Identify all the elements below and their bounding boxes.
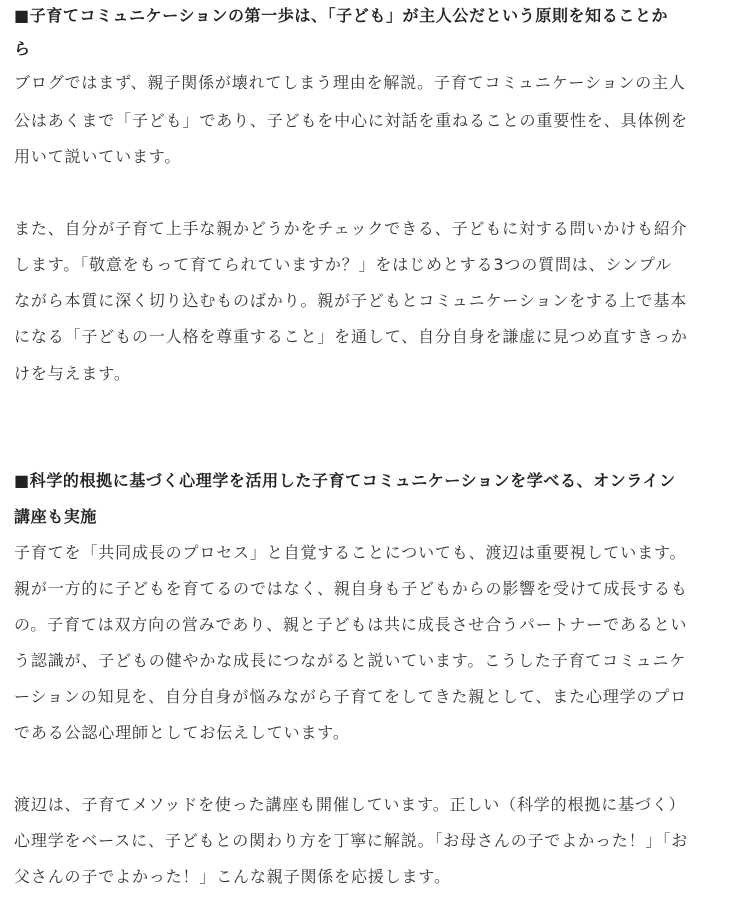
section-heading-line: ら	[14, 39, 31, 58]
paragraph-line: 渡辺は、子育てメソッドを使った講座も開催しています。正しい（科学的根拠に基づく）	[14, 795, 686, 814]
paragraph-line: になる「子どもの一人格を尊重すること」を通して、自分自身を謙虚に見つめ直すきっか	[14, 327, 688, 346]
paragraph-line: 心理学をベースに、子どもとの関わり方を丁寧に解説。「お母さんの子でよかった！」「お	[14, 831, 689, 850]
paragraph-line: ながら本質に深く切り込むものばかり。親が子どもとコミュニケーションをする上で基本	[14, 291, 688, 310]
paragraph-line: である公認心理師としてお伝えしています。	[14, 723, 350, 742]
paragraph-line: 子育てを「共同成長のプロセス」と自覚することについても、渡辺は重要視しています。	[14, 543, 687, 562]
paragraph-line: 公はあくまで「子ども」であり、子どもを中心に対話を重ねることの重要性を、具体例を	[14, 111, 689, 130]
paragraph-line: 用いて説いています。	[14, 147, 182, 166]
paragraph-line: ブログではまず、親子関係が壊れてしまう理由を解説。子育てコミュニケーションの主人	[14, 73, 686, 92]
paragraph-line: の。子育ては双方向の営みであり、親と子どもは共に成長させ合うパートナーであるとい	[14, 615, 688, 634]
paragraph-line: ーションの知見を、自分自身が悩みながら子育てをしてきた親として、また心理学のプロ	[14, 687, 688, 706]
paragraph-line: けを与えます。	[14, 364, 131, 383]
paragraph-line: します。「敬意をもって育てられていますか？」をはじめとする3つの質問は、シンプル	[14, 255, 672, 274]
section-heading-line: 講座も実施	[14, 507, 98, 526]
section-heading-line: ■科学的根拠に基づく心理学を活用した子育てコミュニケーションを学べる、オンライン	[14, 471, 676, 490]
paragraph-line: う認識が、子どもの健やかな成長につながると説いています。こうした子育てコミュニケ	[14, 651, 687, 670]
paragraph-line: また、自分が子育て上手な親かどうかをチェックできる、子どもに対する問いかけも紹介	[14, 219, 688, 238]
paragraph-line: 親が一方的に子どもを育てるのではなく、親自身も子どもからの影響を受けて成長するも	[14, 579, 688, 598]
section-heading-line: ■子育てコミュニケーションの第一歩は、「子ども」が主人公だという原則を知ることか	[14, 6, 669, 25]
paragraph-line: 父さんの子でよかった！」こんな親子関係を応援します。	[14, 867, 451, 886]
